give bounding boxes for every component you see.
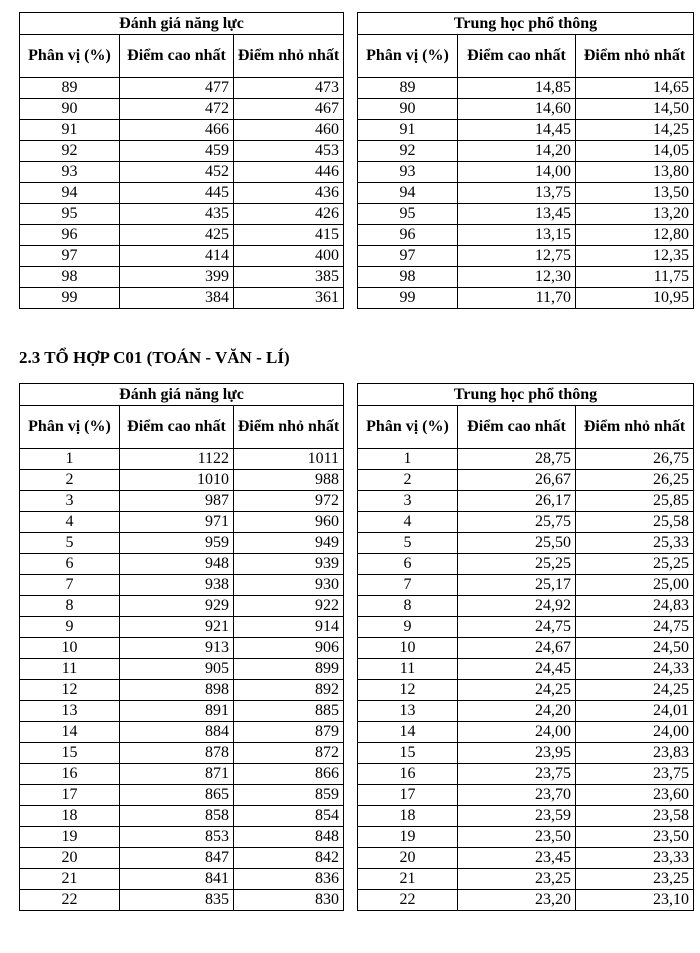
min-score-cell: 1011 xyxy=(234,449,344,470)
percentile-cell: 8 xyxy=(20,596,120,617)
percentile-cell: 98 xyxy=(358,267,458,288)
table-row xyxy=(358,680,694,701)
min-score-cell: 949 xyxy=(234,533,344,554)
min-score-cell: 23,10 xyxy=(576,890,694,911)
table-row xyxy=(20,554,344,575)
max-score-cell: 23,95 xyxy=(458,743,576,764)
table-row xyxy=(358,869,694,890)
min-score-cell: 12,35 xyxy=(576,246,694,267)
max-score-cell: 466 xyxy=(120,120,234,141)
max-score-cell: 425 xyxy=(120,225,234,246)
min-score-cell: 415 xyxy=(234,225,344,246)
max-score-header: Điểm cao nhất xyxy=(458,35,576,78)
percentile-cell: 96 xyxy=(358,225,458,246)
table-row xyxy=(20,848,344,869)
min-score-cell: 426 xyxy=(234,204,344,225)
min-score-cell: 24,00 xyxy=(576,722,694,743)
table-row xyxy=(358,288,694,309)
table-row xyxy=(20,491,344,512)
min-score-cell: 854 xyxy=(234,806,344,827)
title-row xyxy=(20,384,344,406)
max-score-cell: 858 xyxy=(120,806,234,827)
min-score-cell: 848 xyxy=(234,827,344,848)
percentile-cell: 99 xyxy=(358,288,458,309)
percentile-cell: 3 xyxy=(358,491,458,512)
max-score-cell: 878 xyxy=(120,743,234,764)
table-row xyxy=(358,785,694,806)
percentile-cell: 11 xyxy=(20,659,120,680)
min-score-cell: 23,33 xyxy=(576,848,694,869)
max-score-cell: 399 xyxy=(120,267,234,288)
min-score-cell: 11,75 xyxy=(576,267,694,288)
table-row xyxy=(20,722,344,743)
percentile-cell: 3 xyxy=(20,491,120,512)
min-score-cell: 24,83 xyxy=(576,596,694,617)
percentile-cell: 22 xyxy=(20,890,120,911)
min-score-cell: 436 xyxy=(234,183,344,204)
percentile-cell: 19 xyxy=(358,827,458,848)
percentile-cell: 92 xyxy=(358,141,458,162)
table-row xyxy=(20,596,344,617)
min-score-cell: 25,58 xyxy=(576,512,694,533)
table-title: Trung học phổ thông xyxy=(358,384,694,406)
percentile-header: Phân vị (%) xyxy=(20,406,120,449)
percentile-cell: 22 xyxy=(358,890,458,911)
min-score-cell: 14,25 xyxy=(576,120,694,141)
dgnl-table-2 xyxy=(19,383,344,911)
table-row xyxy=(20,638,344,659)
min-score-cell: 385 xyxy=(234,267,344,288)
percentile-cell: 15 xyxy=(358,743,458,764)
max-score-cell: 14,60 xyxy=(458,99,576,120)
max-score-cell: 25,17 xyxy=(458,575,576,596)
max-score-cell: 921 xyxy=(120,617,234,638)
percentile-cell: 14 xyxy=(358,722,458,743)
thpt-table-1 xyxy=(357,12,694,309)
percentile-cell: 96 xyxy=(20,225,120,246)
percentile-cell: 99 xyxy=(20,288,120,309)
min-score-cell: 972 xyxy=(234,491,344,512)
max-score-cell: 23,25 xyxy=(458,869,576,890)
min-score-cell: 842 xyxy=(234,848,344,869)
percentile-cell: 94 xyxy=(358,183,458,204)
min-score-cell: 892 xyxy=(234,680,344,701)
table-row xyxy=(358,638,694,659)
max-score-cell: 24,20 xyxy=(458,701,576,722)
percentile-cell: 5 xyxy=(20,533,120,554)
max-score-cell: 971 xyxy=(120,512,234,533)
max-score-cell: 865 xyxy=(120,785,234,806)
table-row xyxy=(358,575,694,596)
percentile-cell: 5 xyxy=(358,533,458,554)
table-row xyxy=(358,120,694,141)
max-score-cell: 913 xyxy=(120,638,234,659)
percentile-cell: 12 xyxy=(20,680,120,701)
min-score-cell: 14,50 xyxy=(576,99,694,120)
percentile-cell: 6 xyxy=(20,554,120,575)
min-score-cell: 13,50 xyxy=(576,183,694,204)
min-score-cell: 23,75 xyxy=(576,764,694,785)
table-row xyxy=(20,680,344,701)
max-score-cell: 23,45 xyxy=(458,848,576,869)
header-row xyxy=(20,406,344,449)
max-score-cell: 24,25 xyxy=(458,680,576,701)
min-score-cell: 23,60 xyxy=(576,785,694,806)
percentile-cell: 92 xyxy=(20,141,120,162)
table-row xyxy=(358,246,694,267)
min-score-cell: 24,75 xyxy=(576,617,694,638)
min-score-cell: 446 xyxy=(234,162,344,183)
table-row xyxy=(358,78,694,99)
max-score-cell: 938 xyxy=(120,575,234,596)
percentile-cell: 98 xyxy=(20,267,120,288)
percentile-cell: 7 xyxy=(358,575,458,596)
max-score-cell: 384 xyxy=(120,288,234,309)
percentile-cell: 10 xyxy=(20,638,120,659)
percentile-cell: 16 xyxy=(20,764,120,785)
min-score-cell: 361 xyxy=(234,288,344,309)
min-score-cell: 836 xyxy=(234,869,344,890)
table-row xyxy=(358,491,694,512)
max-score-cell: 414 xyxy=(120,246,234,267)
percentile-cell: 2 xyxy=(358,470,458,491)
min-score-cell: 988 xyxy=(234,470,344,491)
percentile-cell: 6 xyxy=(358,554,458,575)
min-score-cell: 24,01 xyxy=(576,701,694,722)
table-row xyxy=(20,141,344,162)
min-score-cell: 23,58 xyxy=(576,806,694,827)
table-row xyxy=(20,120,344,141)
percentile-cell: 9 xyxy=(20,617,120,638)
max-score-cell: 25,75 xyxy=(458,512,576,533)
dgnl-table-1 xyxy=(19,12,344,309)
max-score-cell: 884 xyxy=(120,722,234,743)
percentile-cell: 4 xyxy=(358,512,458,533)
percentile-cell: 90 xyxy=(20,99,120,120)
title-row xyxy=(358,13,694,35)
table-row xyxy=(20,512,344,533)
table-row xyxy=(20,743,344,764)
max-score-cell: 14,20 xyxy=(458,141,576,162)
max-score-cell: 472 xyxy=(120,99,234,120)
table-row xyxy=(358,848,694,869)
max-score-cell: 853 xyxy=(120,827,234,848)
min-score-cell: 24,25 xyxy=(576,680,694,701)
percentile-cell: 90 xyxy=(358,99,458,120)
min-score-cell: 922 xyxy=(234,596,344,617)
max-score-cell: 948 xyxy=(120,554,234,575)
table-row xyxy=(358,204,694,225)
min-score-header: Điểm nhỏ nhất xyxy=(576,35,694,78)
percentile-cell: 1 xyxy=(20,449,120,470)
table-row xyxy=(358,764,694,785)
table-title: Trung học phổ thông xyxy=(358,13,694,35)
table-row xyxy=(358,449,694,470)
percentile-cell: 11 xyxy=(358,659,458,680)
table-row xyxy=(358,596,694,617)
min-score-cell: 960 xyxy=(234,512,344,533)
max-score-cell: 435 xyxy=(120,204,234,225)
min-score-cell: 885 xyxy=(234,701,344,722)
percentile-cell: 16 xyxy=(358,764,458,785)
max-score-cell: 929 xyxy=(120,596,234,617)
table-row xyxy=(20,575,344,596)
table-row xyxy=(358,827,694,848)
min-score-cell: 25,00 xyxy=(576,575,694,596)
min-score-cell: 906 xyxy=(234,638,344,659)
percentile-cell: 20 xyxy=(20,848,120,869)
table-row xyxy=(358,162,694,183)
percentile-cell: 13 xyxy=(358,701,458,722)
table-row xyxy=(358,183,694,204)
percentile-cell: 18 xyxy=(358,806,458,827)
max-score-cell: 847 xyxy=(120,848,234,869)
min-score-cell: 25,85 xyxy=(576,491,694,512)
max-score-header: Điểm cao nhất xyxy=(120,35,234,78)
max-score-cell: 24,45 xyxy=(458,659,576,680)
max-score-cell: 23,70 xyxy=(458,785,576,806)
min-score-cell: 26,75 xyxy=(576,449,694,470)
max-score-cell: 24,67 xyxy=(458,638,576,659)
percentile-cell: 13 xyxy=(20,701,120,722)
table-title: Đánh giá năng lực xyxy=(20,384,344,406)
percentile-cell: 91 xyxy=(20,120,120,141)
min-score-cell: 453 xyxy=(234,141,344,162)
table-row xyxy=(20,99,344,120)
table-row xyxy=(20,183,344,204)
table-row xyxy=(20,533,344,554)
max-score-cell: 452 xyxy=(120,162,234,183)
max-score-cell: 23,59 xyxy=(458,806,576,827)
min-score-cell: 14,05 xyxy=(576,141,694,162)
max-score-cell: 25,25 xyxy=(458,554,576,575)
min-score-cell: 25,33 xyxy=(576,533,694,554)
percentile-cell: 19 xyxy=(20,827,120,848)
max-score-cell: 835 xyxy=(120,890,234,911)
percentile-cell: 95 xyxy=(358,204,458,225)
max-score-cell: 24,00 xyxy=(458,722,576,743)
percentile-cell: 91 xyxy=(358,120,458,141)
table-row xyxy=(358,267,694,288)
max-score-cell: 13,45 xyxy=(458,204,576,225)
min-score-cell: 26,25 xyxy=(576,470,694,491)
max-score-cell: 24,92 xyxy=(458,596,576,617)
max-score-cell: 959 xyxy=(120,533,234,554)
percentile-cell: 17 xyxy=(20,785,120,806)
header-row xyxy=(358,406,694,449)
percentile-cell: 9 xyxy=(358,617,458,638)
table-row xyxy=(358,554,694,575)
table-row xyxy=(20,204,344,225)
table-row xyxy=(20,288,344,309)
percentile-cell: 4 xyxy=(20,512,120,533)
min-score-cell: 899 xyxy=(234,659,344,680)
min-score-cell: 467 xyxy=(234,99,344,120)
max-score-cell: 841 xyxy=(120,869,234,890)
percentile-cell: 20 xyxy=(358,848,458,869)
min-score-cell: 24,50 xyxy=(576,638,694,659)
table-row xyxy=(20,764,344,785)
percentile-cell: 17 xyxy=(358,785,458,806)
table-row xyxy=(20,701,344,722)
max-score-header: Điểm cao nhất xyxy=(120,406,234,449)
max-score-cell: 445 xyxy=(120,183,234,204)
min-score-cell: 859 xyxy=(234,785,344,806)
max-score-cell: 11,70 xyxy=(458,288,576,309)
percentile-cell: 93 xyxy=(20,162,120,183)
min-score-cell: 473 xyxy=(234,78,344,99)
thpt-table-2 xyxy=(357,383,694,911)
min-score-cell: 14,65 xyxy=(576,78,694,99)
max-score-cell: 23,50 xyxy=(458,827,576,848)
max-score-cell: 25,50 xyxy=(458,533,576,554)
table-row xyxy=(20,806,344,827)
max-score-cell: 14,85 xyxy=(458,78,576,99)
percentile-cell: 1 xyxy=(358,449,458,470)
max-score-cell: 26,67 xyxy=(458,470,576,491)
table-row xyxy=(20,659,344,680)
min-score-cell: 13,80 xyxy=(576,162,694,183)
table-row xyxy=(20,267,344,288)
max-score-header: Điểm cao nhất xyxy=(458,406,576,449)
title-row xyxy=(20,13,344,35)
percentile-header: Phân vị (%) xyxy=(358,406,458,449)
min-score-cell: 872 xyxy=(234,743,344,764)
percentile-cell: 21 xyxy=(20,869,120,890)
min-score-header: Điểm nhỏ nhất xyxy=(234,35,344,78)
table-row xyxy=(358,617,694,638)
header-row xyxy=(358,35,694,78)
table-row xyxy=(358,470,694,491)
max-score-cell: 14,00 xyxy=(458,162,576,183)
table-title: Đánh giá năng lực xyxy=(20,13,344,35)
table-row xyxy=(358,533,694,554)
min-score-cell: 930 xyxy=(234,575,344,596)
percentile-cell: 93 xyxy=(358,162,458,183)
min-score-cell: 460 xyxy=(234,120,344,141)
table-row xyxy=(358,701,694,722)
table-row xyxy=(20,869,344,890)
table-row xyxy=(20,78,344,99)
max-score-cell: 891 xyxy=(120,701,234,722)
percentile-cell: 89 xyxy=(20,78,120,99)
max-score-cell: 459 xyxy=(120,141,234,162)
table-row xyxy=(358,225,694,246)
percentile-cell: 97 xyxy=(358,246,458,267)
max-score-cell: 24,75 xyxy=(458,617,576,638)
percentile-cell: 18 xyxy=(20,806,120,827)
percentile-header: Phân vị (%) xyxy=(358,35,458,78)
max-score-cell: 13,75 xyxy=(458,183,576,204)
percentile-cell: 8 xyxy=(358,596,458,617)
max-score-cell: 26,17 xyxy=(458,491,576,512)
table-row xyxy=(20,449,344,470)
table-row xyxy=(20,162,344,183)
min-score-header: Điểm nhỏ nhất xyxy=(234,406,344,449)
header-row xyxy=(20,35,344,78)
max-score-cell: 1122 xyxy=(120,449,234,470)
min-score-cell: 12,80 xyxy=(576,225,694,246)
table-row xyxy=(358,743,694,764)
min-score-cell: 24,33 xyxy=(576,659,694,680)
percentile-cell: 97 xyxy=(20,246,120,267)
min-score-cell: 830 xyxy=(234,890,344,911)
percentile-cell: 2 xyxy=(20,470,120,491)
percentile-cell: 21 xyxy=(358,869,458,890)
table-row xyxy=(358,806,694,827)
table-row xyxy=(20,827,344,848)
title-row xyxy=(358,384,694,406)
min-score-cell: 10,95 xyxy=(576,288,694,309)
table-row xyxy=(358,659,694,680)
min-score-cell: 400 xyxy=(234,246,344,267)
min-score-cell: 23,83 xyxy=(576,743,694,764)
table-row xyxy=(358,722,694,743)
percentile-cell: 95 xyxy=(20,204,120,225)
max-score-cell: 28,75 xyxy=(458,449,576,470)
table-row xyxy=(358,99,694,120)
min-score-cell: 879 xyxy=(234,722,344,743)
min-score-cell: 939 xyxy=(234,554,344,575)
percentile-cell: 10 xyxy=(358,638,458,659)
percentile-cell: 14 xyxy=(20,722,120,743)
percentile-cell: 94 xyxy=(20,183,120,204)
table-row xyxy=(20,617,344,638)
min-score-header: Điểm nhỏ nhất xyxy=(576,406,694,449)
table-row xyxy=(20,246,344,267)
table-row xyxy=(20,225,344,246)
min-score-cell: 25,25 xyxy=(576,554,694,575)
max-score-cell: 12,30 xyxy=(458,267,576,288)
percentile-cell: 12 xyxy=(358,680,458,701)
min-score-cell: 914 xyxy=(234,617,344,638)
max-score-cell: 23,20 xyxy=(458,890,576,911)
percentile-cell: 7 xyxy=(20,575,120,596)
max-score-cell: 987 xyxy=(120,491,234,512)
max-score-cell: 898 xyxy=(120,680,234,701)
percentile-cell: 89 xyxy=(358,78,458,99)
table-row xyxy=(358,890,694,911)
min-score-cell: 23,50 xyxy=(576,827,694,848)
min-score-cell: 866 xyxy=(234,764,344,785)
max-score-cell: 23,75 xyxy=(458,764,576,785)
min-score-cell: 13,20 xyxy=(576,204,694,225)
section-heading-c01: 2.3 TỔ HỢP C01 (TOÁN - VĂN - LÍ) xyxy=(19,348,290,367)
max-score-cell: 12,75 xyxy=(458,246,576,267)
max-score-cell: 477 xyxy=(120,78,234,99)
table-row xyxy=(20,785,344,806)
max-score-cell: 1010 xyxy=(120,470,234,491)
table-row xyxy=(20,890,344,911)
percentile-header: Phân vị (%) xyxy=(20,35,120,78)
table-row xyxy=(358,512,694,533)
max-score-cell: 871 xyxy=(120,764,234,785)
max-score-cell: 14,45 xyxy=(458,120,576,141)
table-row xyxy=(20,470,344,491)
table-row xyxy=(358,141,694,162)
max-score-cell: 13,15 xyxy=(458,225,576,246)
min-score-cell: 23,25 xyxy=(576,869,694,890)
percentile-cell: 15 xyxy=(20,743,120,764)
max-score-cell: 905 xyxy=(120,659,234,680)
